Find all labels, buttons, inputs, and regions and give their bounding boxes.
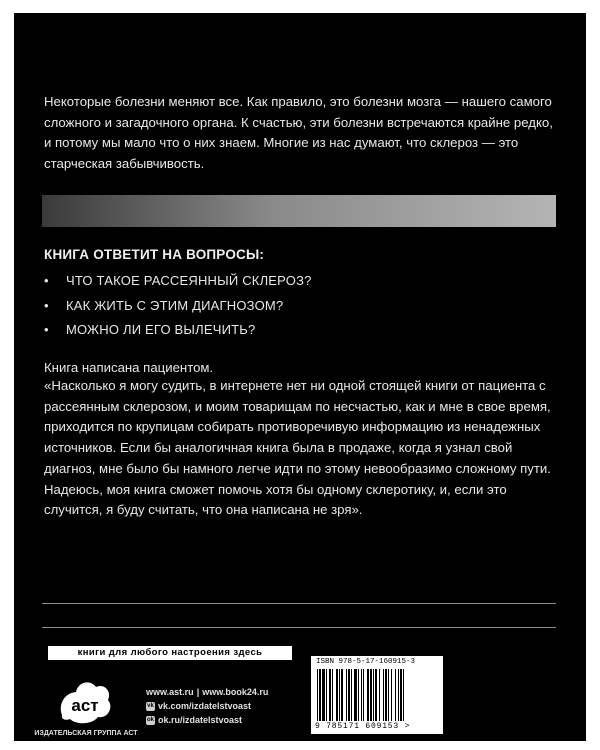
questions-list (44, 269, 544, 343)
publisher-name: ИЗДАТЕЛЬСКАЯ ГРУППА АСТ (34, 730, 138, 737)
barcode-bar (400, 669, 402, 721)
barcode-bar (341, 669, 343, 721)
author-quote: «Насколько я могу судить, в интернете нет ни одной стоящей книги от пациента с рассеянным склерозом, и моим товарищам по несчастью, как и мне в свое время, приходится по крупицам собирать противоречивую информацию из ненадежных источников. Если бы аналогичная книга была в продаже, когда я узнал свой диагноз, мне было бы намного легче идти по этому невообразимо сложному пути. Надеюсь, моя книга сможет помочь хотя бы одному склеротику, и, если это случится, я буду считать, что она написана не зря». (44, 378, 551, 518)
barcode-bar (317, 669, 318, 721)
bullet-icon: • (44, 273, 49, 288)
barcode-bar (336, 669, 338, 721)
divider (42, 627, 556, 628)
logo-text: аст (71, 696, 99, 715)
isbn-barcode (311, 656, 443, 734)
websites-row (146, 685, 268, 699)
divider (42, 603, 556, 604)
vk-icon: vk (147, 703, 154, 710)
barcode-bar (388, 669, 389, 721)
ean-digits: 9 785171 609153 > (315, 722, 411, 731)
ok-icon: ok (146, 717, 154, 724)
barcode-bar (385, 669, 387, 721)
barcode-bar (354, 669, 357, 721)
barcode-bar (326, 669, 327, 721)
barcode-bar (348, 669, 350, 721)
barcode-bar (346, 669, 347, 721)
barcode-bar (373, 669, 374, 721)
barcode-bar (363, 669, 364, 721)
bullet-icon: • (44, 297, 49, 313)
separator: | (196, 687, 200, 697)
author-intro: Книга написана пациентом. (44, 360, 214, 375)
isbn-number: ISBN 978-5-17-160915-3 (316, 658, 416, 666)
barcode-bar (329, 669, 331, 721)
barcode-bar (322, 669, 325, 721)
gradient-bar (42, 195, 556, 227)
barcode-bar (370, 669, 372, 721)
barcode-bar (367, 669, 369, 721)
questions-title: КНИГА ОТВЕТИТ НА ВОПРОСЫ: (44, 247, 265, 262)
barcode-bar (332, 669, 333, 721)
question-text: КАК ЖИТЬ С ЭТИМ ДИАГНОЗОМ? (66, 297, 284, 313)
links-block (146, 685, 268, 727)
intro-paragraph: Некоторые болезни меняют все. Как правило, это болезни мозга — нашего самого сложного и загадочного органа. К счастью, эти болезни встречаются крайне редко, и потому мы мало что о них знаем. Многие из нас думают, что склероз — это старческая забывчивость. (44, 94, 553, 171)
barcode-bar (351, 669, 352, 721)
barcode-bar (395, 669, 396, 721)
website-link[interactable]: www.book24.ru (202, 687, 269, 697)
barcode-bar (358, 669, 359, 721)
barcode-bar (398, 669, 399, 721)
ok-link[interactable]: ok.ru/izdatelstvoast (158, 715, 243, 725)
ast-logo-icon (54, 675, 114, 729)
barcode-bar (361, 669, 362, 721)
list-item (44, 269, 544, 294)
barcode-bar (375, 669, 377, 721)
barcode-bar (339, 669, 340, 721)
website-link[interactable]: www.ast.ru (146, 687, 194, 697)
barcode-bar (403, 669, 404, 721)
barcode-bar (319, 669, 321, 721)
list-item (44, 318, 544, 343)
question-text: МОЖНО ЛИ ЕГО ВЫЛЕЧИТЬ? (66, 322, 256, 337)
bullet-icon: • (44, 322, 49, 337)
ok-row (146, 713, 268, 727)
barcode-bar (383, 669, 384, 721)
question-text: ЧТО ТАКОЕ РАССЕЯННЫЙ СКЛЕРОЗ? (66, 273, 312, 288)
ast-logo (54, 675, 114, 729)
barcode-bar (391, 669, 392, 721)
list-item (44, 294, 544, 319)
barcode-bars (315, 669, 439, 721)
book-back-cover (14, 13, 586, 741)
barcode-bar (379, 669, 380, 721)
vk-link[interactable]: vk.com/izdatelstvoast (158, 701, 252, 711)
vk-row (146, 699, 268, 713)
tagline-strip: книги для любого настроения здесь (48, 646, 292, 660)
